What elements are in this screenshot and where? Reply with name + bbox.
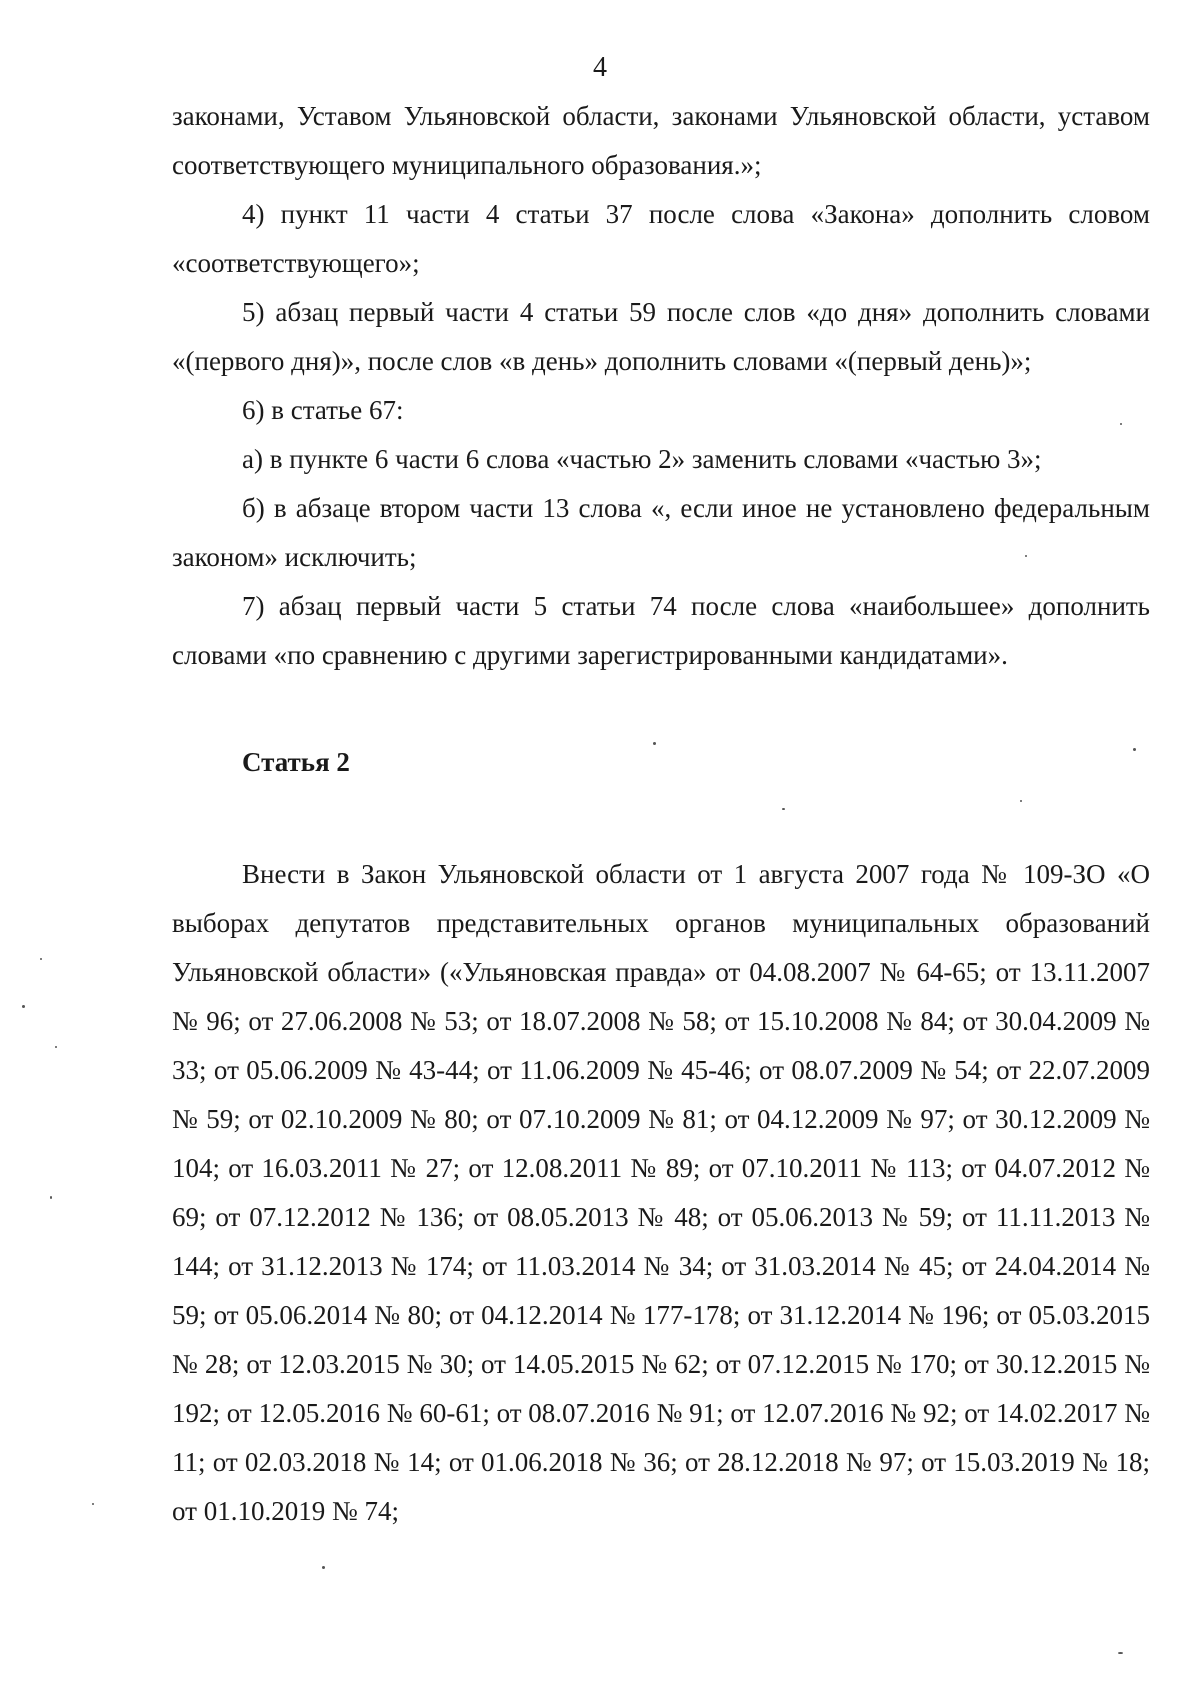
article-body: Внести в Закон Ульяновской области от 1 августа 2007 года № 109-ЗО «О выборах депутатов представительных органов муниципальных образований Ульяновской области» («Ульяновская правда» от 04.08.2007 № 64-65; от 13.11.2007 № 96; от 27.06.2008 № 53; от 18.07.2008 № 58; от 15.10.2008 № 84; от 30.04.2009 № 33; от 05.06.2009 № 43-44; от 11.06.2009 № 45-46; от 08.07.2009 № 54; от 22.07.2009 № 59; от 02.10.2009 № 80; от 07.10.2009 № 81; от 04.12.2009 № 97; от 30.12.2009 № 104; от 16.03.2011 № 27; от 12.08.2011 № 89; от 07.10.2011 № 113; от 04.07.2012 № 69; от 07.12.2012 № 136; от 08.05.2013 № 48; от 05.06.2013 № 59; от 11.11.2013 № 144; от 31.12.2013 № 174; от 11.03.2014 № 34; от 31.03.2014 № 45; от 24.04.2014 № 59; от 05.06.2014 № 80; от 04.12.2014 № 177-178; от 31.12.2014 № 196; от 05.03.2015 № 28; от 12.03.2015 № 30; от 14.05.2015 № 62; от 07.12.2015 № 170; от 30.12.2015 № 192; от 12.05.2016 № 60-61; от 08.07.2016 № 91; от 12.07.2016 № 92; от 14.02.2017 № 11; от 02.03.2018 № 14; от 01.06.2018 № 36; от 28.12.2018 № 97; от 15.03.2019 № 18; от 01.10.2019 № 74; (172, 859, 1150, 1526)
scan-speck (1118, 1652, 1123, 1654)
paragraph-item-6a: а) в пункте 6 части 6 слова «частью 2» заменить словами «частью 3»; (242, 444, 1042, 474)
scan-speck (1120, 423, 1122, 425)
article-heading: Статья 2 (242, 747, 350, 777)
scan-speck (1020, 800, 1022, 802)
paragraph-item-6b: б) в абзаце втором части 13 слова «, если иное не установлено федеральным законом» исключить; (172, 493, 1150, 572)
scan-speck (1025, 555, 1027, 557)
scan-speck (1133, 748, 1136, 751)
page-number: 4 (593, 52, 607, 83)
scan-speck (40, 958, 42, 960)
scan-speck (22, 1005, 25, 1008)
scan-speck (50, 1196, 52, 1199)
paragraph-item-5: 5) абзац первый части 4 статьи 59 после слов «до дня» дополнить словами «(первого дня)», после слов «в день» дополнить словами «(первый день)»; (172, 297, 1150, 376)
scan-speck (782, 808, 785, 810)
paragraph-item-6: 6) в статье 67: (242, 395, 404, 425)
scan-speck (92, 1503, 94, 1505)
paragraph-continuation: законами, Уставом Ульяновской области, законами Ульяновской области, уставом соответствующего муниципального образования.»; (172, 101, 1150, 180)
scan-speck (55, 1046, 57, 1048)
scan-speck (653, 742, 656, 745)
paragraph-item-7: 7) абзац первый части 5 статьи 74 после слова «наибольшее» дополнить словами «по сравнению с другими зарегистрированными кандидатами». (172, 591, 1150, 670)
paragraph-item-4: 4) пункт 11 части 4 статьи 37 после слова «Закона» дополнить словом «соответствующего»; (172, 199, 1150, 278)
top-section (172, 92, 1150, 680)
scan-speck (322, 1566, 325, 1569)
article-section (172, 850, 1150, 1536)
